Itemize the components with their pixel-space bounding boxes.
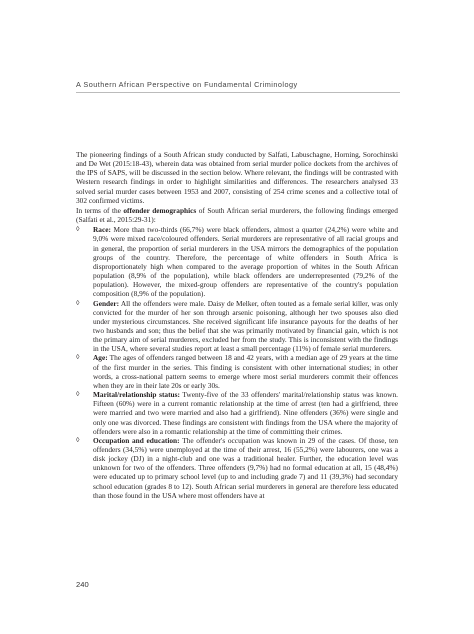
demographics-intro-bold: offender demographics — [123, 205, 197, 215]
finding-text: Twenty-five of the 33 offenders' marital/relationship status was known. Fifteen (60%) were in a current romantic relationship at the time of arrest (ten had a girlfriend, three were married and two were married and also had a girlfriend). Nine offenders (36%) were single and only one was divorced. These findings are consistent with findings from the USA where the majority of offenders were also in a romantic relationship at the time of committing their crimes. — [93, 390, 398, 436]
demographics-intro-pre: In terms of the — [76, 205, 124, 215]
body-text — [76, 150, 398, 500]
finding-term: Marital/relationship status: — [93, 390, 180, 400]
finding-text: More than two-thirds (66,7%) were black offenders, almost a quarter (24,2%) were white and 9,0% were mixed race/coloured offenders. Serial murderers are representative of all racial groups and in general, the proportion of serial murderers in the USA mirrors the demographics of the population groups of the country. Therefore, the percentage of white offenders in South Africa is disproportionately high when compared to the average proportion of whites in the South African population (8,9% of the population), while black offenders are underrepresented (79,2% of the population). However, the mixed-group offenders are representative of the country's population composition (8,9% of the population). — [93, 225, 398, 299]
header-rule — [76, 92, 400, 93]
finding-term: Race: — [93, 225, 111, 235]
diamond-bullet-icon: ◊ — [76, 435, 80, 444]
intro-paragraph: The pioneering findings of a South African study conducted by Salfati, Labuschagne, Horning, Sorochinski and De Wet (2015:18-43), wherein data was obtained from serial murder police dockets from the archives of the IPS of SAPS, will be discussed in the section below. Where relevant, the findings will be contrasted with Western research findings in order to highlight similarities and differences. The researchers analysed 33 solved serial murder cases between 1953 and 2007, consisting of 254 crime scenes and a collective total of 302 confirmed victims. — [76, 150, 398, 205]
finding-occupation-education — [76, 436, 398, 500]
finding-text: The offender's occupation was known in 29 of the cases. Of those, ten offenders (34,5%) were unemployed at the time of their arrest, 16 (55,2%) were labourers, one was a disk jockey (DJ) in a night-club and one was a traditional healer. Further, the education level was unknown for two of the offenders. Three offenders (9,7%) had no formal education at all, 15 (48,4%) were educated up to primary school level (up to and including grade 7) and 11 (39,3%) had secondary school education (grades 8 to 12). South African serial murderers in general are therefore less educated than those found in the USA where most offenders have at — [93, 435, 398, 500]
finding-text: All the offenders were male. Daisy de Melker, often touted as a female serial killer, was only convicted for the murder of her son through arsenic poisoning, although her two spouses also died under mysterious circumstances. She received significant life insurance payouts for the deaths of her two husbands and son; thus the belief that she was primarily motivated by financial gain, which is not the primary aim of serial murderers, excluded her from the study. This is inconsistent with the findings in the USA, where several studies report at least a small percentage (11%) of female serial murderers. — [93, 298, 398, 354]
finding-marital-status — [76, 390, 398, 436]
demographics-intro-paragraph — [76, 206, 398, 224]
diamond-bullet-icon: ◊ — [76, 298, 80, 307]
demographics-intro-post: of South African serial murderers, the following findings emerged (Salfati et al., 2015:29-31): — [76, 205, 398, 225]
finding-race — [76, 225, 398, 298]
diamond-bullet-icon: ◊ — [76, 390, 80, 399]
diamond-bullet-icon: ◊ — [76, 353, 80, 362]
finding-term: Age: — [93, 353, 108, 363]
finding-age — [76, 353, 398, 390]
finding-term: Occupation and education: — [93, 435, 180, 445]
diamond-bullet-icon: ◊ — [76, 225, 80, 234]
page-number: 240 — [76, 580, 89, 589]
finding-text: The ages of offenders ranged between 18 and 42 years, with a median age of 29 years at the time of the first murder in the series. This finding is consistent with other international studies; in other words, a cross-national pattern seems to emerge where most serial murderers commit their offences when they are in their late 20s or early 30s. — [93, 353, 398, 390]
finding-gender — [76, 299, 398, 354]
finding-term: Gender: — [93, 298, 120, 308]
running-head: A Southern African Perspective on Fundamental Criminology — [76, 80, 298, 89]
findings-list — [76, 225, 398, 500]
